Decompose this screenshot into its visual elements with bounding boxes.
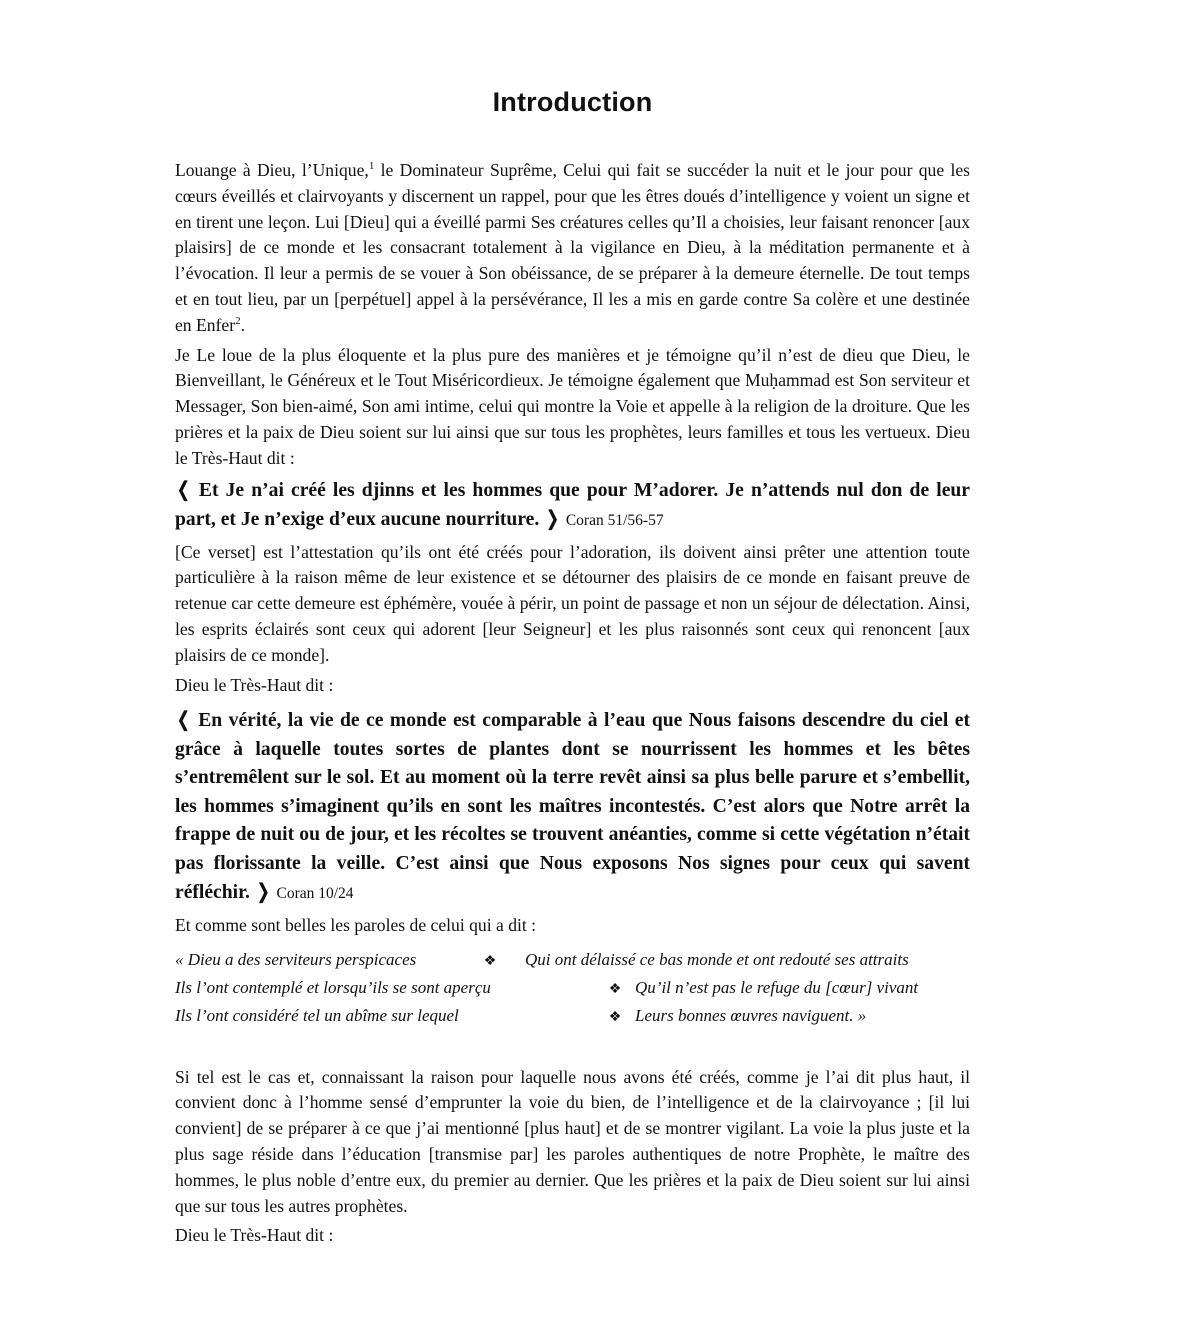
quote-open-bracket-icon: ❬ bbox=[175, 709, 192, 732]
paragraph-poem-intro: Et comme sont belles les paroles de celui qui a dit : bbox=[175, 914, 537, 935]
footnote-marker-1[interactable]: 1 bbox=[368, 160, 375, 173]
quote-close-bracket-icon: ❭ bbox=[254, 881, 272, 904]
poem-verse bbox=[175, 947, 970, 975]
poem-hemistich-second: Leurs bonnes œuvres naviguent. » bbox=[635, 1005, 867, 1025]
poem-hemistich-second: Qu’il n’est pas le refuge du [cœur] vivant bbox=[635, 977, 919, 997]
poem bbox=[175, 947, 970, 1031]
paragraph-opening bbox=[175, 158, 970, 339]
quote-close-bracket-icon: ❭ bbox=[544, 508, 561, 531]
paragraph-god-says-1: Dieu le Très-Haut dit : bbox=[175, 674, 334, 695]
diamond-ornament-icon: ❖ bbox=[608, 981, 622, 997]
paragraph-opening-end: . bbox=[240, 314, 245, 335]
poem-hemistich-first: Ils l’ont considéré tel un abîme sur lequel bbox=[175, 1005, 459, 1025]
quran-quote-1-text: Et Je n’ai créé les djinns et les hommes que pour M’adorer. Je n’attends nul don de leur part, et Je n’exige d’eux aucune nourriture. bbox=[175, 479, 970, 531]
paragraph-praise: Je Le loue de la plus éloquente et la plus pure des manières et je témoigne qu’il n’est de dieu que Dieu, le Bienveillant, le Généreux et le Tout Miséricordieux. Je témoigne également que Muḥammad est Son serviteur et Messager, Son bien-aimé, Son ami intime, celui qui montre la Voie et appelle à la religion de la droiture. Que les prières et la paix de Dieu soient sur lui ainsi que sur tous les prophètes, leurs familles et tous les vertueux. Dieu le Très-Haut dit : bbox=[175, 344, 970, 468]
poem-verse bbox=[175, 1003, 970, 1031]
quran-quote-2-reference: Coran 10/24 bbox=[276, 885, 354, 903]
poem-hemistich-first: « Dieu a des serviteurs perspicaces bbox=[175, 949, 417, 969]
quran-quote-1-reference: Coran 51/56-57 bbox=[565, 512, 664, 530]
quran-quote-2-text: En vérité, la vie de ce monde est comparable à l’eau que Nous faisons descendre du ciel et grâce à laquelle toutes sortes de plantes dont se nourrissent les hommes et les bêtes s’entremêlent sur le sol. Et au moment où la terre revêt ainsi sa plus belle parure et s’embellit, les hommes s’imaginent qu’ils en sont les maîtres incontestés. C’est alors que Notre arrêt la frappe de nuit ou de jour, et les récoltes se trouvent anéanties, comme si cette végétation n’était pas florissante la veille. C’est ainsi que Nous exposons Nos signes pour ceux qui savent réfléchir. bbox=[175, 710, 970, 904]
page-title: Introduction bbox=[492, 87, 653, 117]
diamond-ornament-icon: ❖ bbox=[608, 1009, 622, 1025]
poem-hemistich-first: Ils l’ont contemplé et lorsqu’ils se sont aperçu bbox=[175, 977, 491, 997]
paragraph-god-says-2: Dieu le Très-Haut dit : bbox=[175, 1225, 334, 1246]
paragraph-conclusion: Si tel est le cas et, connaissant la raison pour laquelle nous avons été créés, comme je l’ai dit plus haut, il convient donc à l’homme sensé d’emprunter la voie du bien, de l’intelligence et de la clairvoyance ; [il lui convient] de se préparer à ce que j’ai mentionné [plus haut] et de se montrer vigilant. La voie la plus juste et la plus sage réside dans l’éducation [transmise par] les paroles authentiques de notre Prophète, le maître des hommes, le plus noble d’entre eux, du premier au dernier. Que les prières et la paix de Dieu soient sur lui ainsi que sur tous les autres prophètes. bbox=[175, 1066, 970, 1216]
paragraph-verse-commentary: [Ce verset] est l’attestation qu’ils ont été créés pour l’adoration, ils doivent ainsi prêter une attention toute particulière à la raison même de leur existence et se détourner des plaisirs de ce monde en faisant preuve de retenue car cette demeure est éphémère, vouée à périr, un point de passage et non un séjour de délectation. Ainsi, les esprits éclairés sont ceux qui adorent [leur Seigneur] et les plus raisonnés sont ceux qui renoncent [aux plaisirs de ce monde]. bbox=[175, 541, 970, 665]
quran-quote-1 bbox=[175, 476, 970, 536]
paragraph-opening-text-b: le Dominateur Suprême, Celui qui fait se succéder la nuit et le jour pour que les cœurs éveillés et clairvoyants y discernent un rappel, pour que les êtres doués d’intelligence y voient un signe et en tirent une leçon. Lui [Dieu] qui a éveillé parmi Ses créatures celles qu’Il a choisies, leur faisant renoncer [aux plaisirs] de ce monde et les consacrant totalement à la vigilance en Dieu, à la méditation permanente et à l’évocation. Il leur a permis de se vouer à Son obéissance, de se préparer à la demeure éternelle. De tout temps et en tout lieu, par un [perpétuel] appel à la persévérance, Il les a mis en garde contre Sa colère et une destinée en Enfer bbox=[175, 160, 971, 335]
paragraph-opening-text-a: Louange à Dieu, l’Unique, bbox=[175, 160, 369, 180]
footnote-marker-2[interactable]: 2 bbox=[235, 314, 241, 327]
poem-hemistich-second: Qui ont délaissé ce bas monde et ont redouté ses attraits bbox=[525, 949, 909, 969]
poem-verse bbox=[175, 975, 970, 1003]
quote-open-bracket-icon: ❬ bbox=[175, 478, 192, 501]
diamond-ornament-icon: ❖ bbox=[483, 953, 497, 969]
quran-quote-2 bbox=[175, 706, 970, 909]
body-text bbox=[175, 158, 970, 1253]
